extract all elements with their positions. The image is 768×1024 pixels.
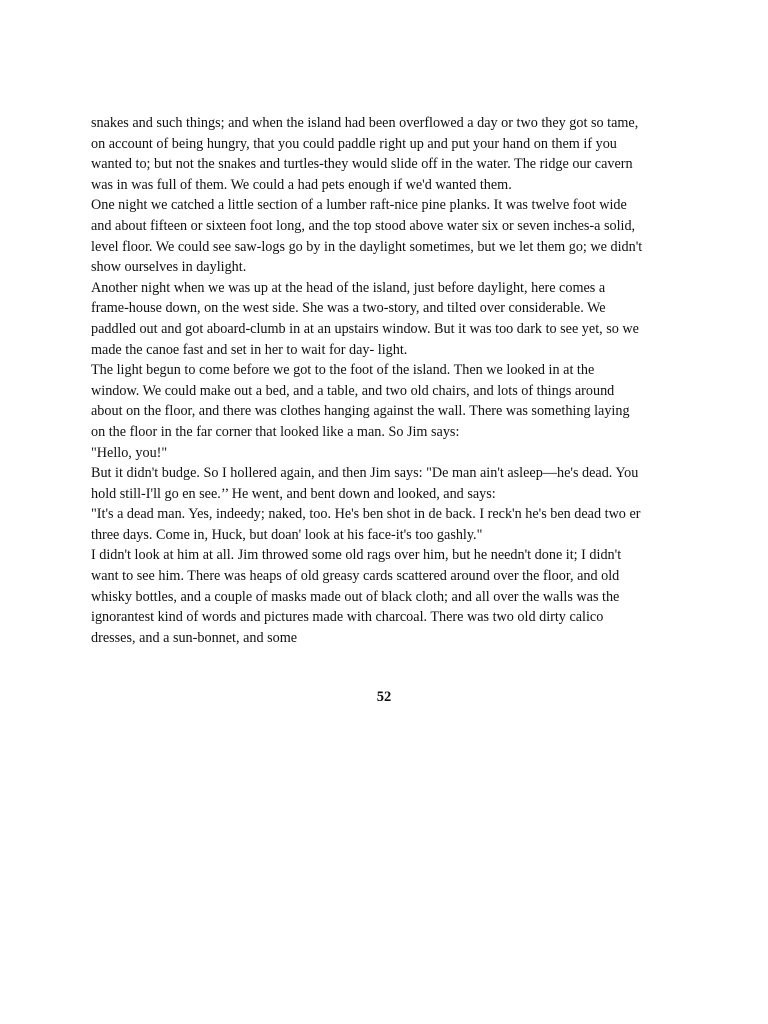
text-line: about on the floor, and there was clothes hanging against the wall. There was something laying xyxy=(91,403,630,420)
text-line: I didn't look at him at all. Jim throwed some old rags over him, but he needn't done it; I didn't xyxy=(91,547,622,564)
text-line: wanted to; but not the snakes and turtles-they would slide off in the water. The ridge our cavern xyxy=(91,156,633,173)
text-line: dresses, and a sun-bonnet, and some xyxy=(91,629,298,646)
body-text xyxy=(91,113,691,648)
text-line: Another night when we was up at the head of the island, just before daylight, here comes a xyxy=(91,279,606,296)
text-line: One night we catched a little section of a lumber raft-nice pine planks. It was twelve foot wide xyxy=(91,197,627,214)
text-line: level floor. We could see saw-logs go by in the daylight sometimes, but we let them go; we didn't xyxy=(91,238,643,255)
text-line: But it didn't budge. So I hollered again, and then Jim says: "De man ain't asleep—he's dead. You xyxy=(91,465,639,482)
text-line: on the floor in the far corner that looked like a man. So Jim says: xyxy=(91,423,460,440)
text-line: paddled out and got aboard-clumb in at an upstairs window. But it was too dark to see yet, so we xyxy=(91,320,639,337)
text-line: snakes and such things; and when the island had been overflowed a day or two they got so tame, xyxy=(91,115,639,131)
text-line: want to see him. There was heaps of old greasy cards scattered around over the floor, and old xyxy=(91,568,620,585)
page-number: 52 xyxy=(376,689,392,705)
text-line: ignorantest kind of words and pictures made with charcoal. There was two old dirty calico xyxy=(91,609,604,626)
text-line: show ourselves in daylight. xyxy=(91,259,247,276)
text-line: "It's a dead man. Yes, indeedy; naked, too. He's ben shot in de back. I reck'n he's ben dead two er xyxy=(91,506,641,523)
text-line: on account of being hungry, that you could paddle right up and put your hand on them if you xyxy=(91,135,617,152)
text-line: was in was full of them. We could a had pets enough if we'd wanted them. xyxy=(91,176,512,193)
text-line: made the canoe fast and set in her to wait for day- light. xyxy=(91,341,408,358)
text-line: "Hello, you!" xyxy=(91,444,168,461)
text-line: three days. Come in, Huck, but doan' look at his face-it's too gashly." xyxy=(91,526,483,543)
text-line: and about fifteen or sixteen foot long, and the top stood above water six or seven inches-a solid, xyxy=(91,217,636,234)
text-line: hold still-I'll go en see.’’ He went, and bent down and looked, and says: xyxy=(91,485,496,502)
text-line: window. We could make out a bed, and a table, and two old chairs, and lots of things around xyxy=(91,382,615,399)
text-line: whisky bottles, and a couple of masks made out of black cloth; and all over the walls was the xyxy=(91,588,620,605)
text-line: frame-house down, on the west side. She was a two-story, and tilted over considerable. We xyxy=(91,300,606,317)
text-line: The light begun to come before we got to the foot of the island. Then we looked in at the xyxy=(91,362,595,379)
